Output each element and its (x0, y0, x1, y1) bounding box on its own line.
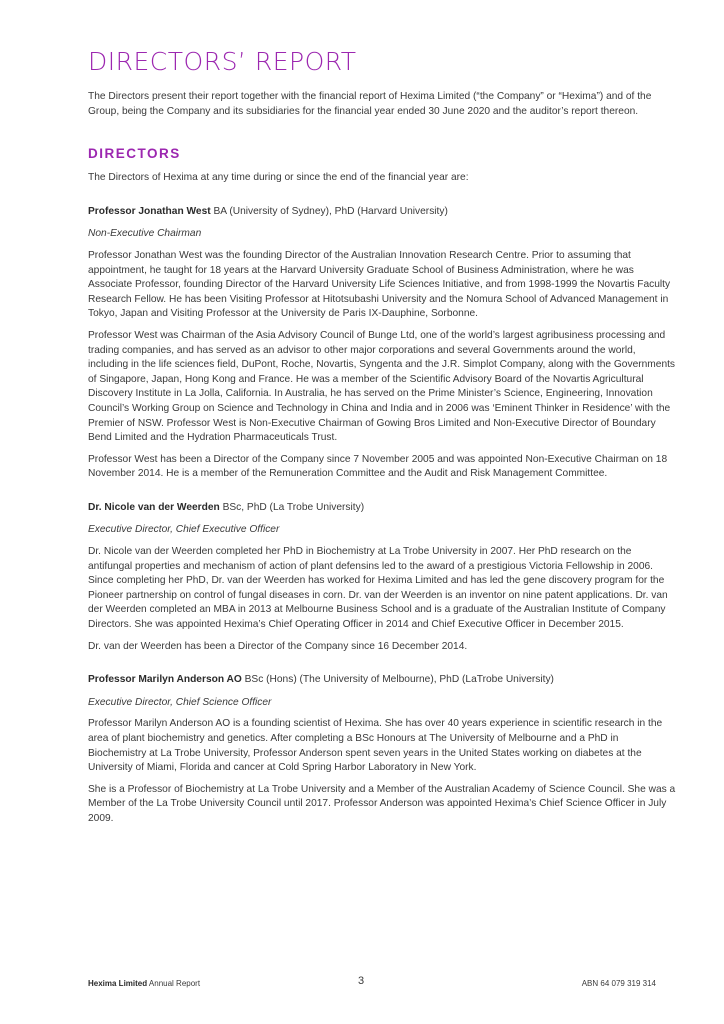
section-heading-directors: DIRECTORS (88, 146, 181, 162)
footer-company: Hexima Limited (88, 979, 148, 988)
director-bio-paragraph: Professor Marilyn Anderson AO is a founding scientist of Hexima. She has over 40 years experience in scientific research in the area of plant biochemistry and genetics. After completing a BSc Honours at The University of Melbourne and a PhD in Biochemistry at La Trobe University, Professor Anderson spent seven years in the United States working on diabetes at the University of Miami, Florida and cancer at Cold Spring Harbor Laboratory in New York. (88, 718, 663, 774)
intro-paragraph: The Directors present their report together with the financial report of Hexima Limited (“the Company” or “Hexima”) and of the Group, being the Company and its subsidiaries for the financial year ended 30 June 2020 and the auditor’s report thereon. (88, 91, 652, 117)
director-name: Professor Jonathan West (88, 205, 211, 217)
director-qualifications: BSc, PhD (La Trobe University) (219, 501, 365, 513)
footer-report-name (88, 977, 200, 991)
director-name: Professor Marilyn Anderson AO (88, 674, 242, 686)
director-role: Non-Executive Chairman (88, 228, 202, 240)
director-qualifications: BA (University of Sydney), PhD (Harvard University) (210, 205, 448, 217)
page-footer (88, 977, 656, 991)
directors-intro: The Directors of Hexima at any time during or since the end of the financial year are: (88, 172, 469, 184)
director-entry-anderson (88, 673, 678, 826)
director-entry-van-der-weerden (88, 501, 678, 654)
director-name: Dr. Nicole van der Weerden (88, 501, 220, 513)
director-name-line (88, 673, 678, 688)
footer-abn: ABN 64 079 319 314 (581, 979, 656, 988)
director-bio-paragraph: Professor West has been a Director of the Company since 7 November 2005 and was appointed Non-Executive Chairman on 18 November 2014. He is a member of the Remuneration Committee and the Audit and Risk Management Committee. (88, 453, 668, 480)
director-bio-paragraph: Professor Jonathan West was the founding Director of the Australian Innovation Research Centre. Prior to assuming that appointment, he taught for 18 years at the Harvard University Graduate School of Business Administration, where he was Associate Professor, founding Director of the Harvard University Life Sciences Initiative, and from 1998-1999 the Novartis Faculty Research Fellow. He has been Visiting Professor at Hitotsubashi University and the Nomura School of Advanced Management in Tokyo, Japan and Visiting Professor at the University de Paris IX-Dauphine, Sorbonne. (88, 249, 671, 320)
director-role: Executive Director, Chief Executive Officer (88, 524, 280, 536)
director-bio-paragraph: She is a Professor of Biochemistry at La Trobe University and a Member of the Australian Academy of Science Council. She was a Member of the La Trobe University Council until 2017. Professor Anderson was appointed Hexima’s Chief Science Officer in July 2009. (88, 783, 676, 824)
director-role: Executive Director, Chief Science Officer (88, 696, 272, 708)
director-bio-paragraph: Dr. van der Weerden has been a Director of the Company since 16 December 2014. (88, 640, 468, 652)
director-bio-paragraph: Dr. Nicole van der Weerden completed her PhD in Biochemistry at La Trobe University in 2007. Her PhD research on the antifungal properties and mechanism of action of plant defensins led to the award of a prestigious Victoria Fellowship in 2006. Since completing her PhD, Dr. van der Weerden has worked for Hexima Limited and has led the gene discovery program for the Pioneer partnership on control of fungal diseases in corn. Dr. van der Weerden is an inventor on nine patent applications. Dr. van der Weerden completed an MBA in 2013 at Melbourne Business School and is a graduate of the Australian Institute of Company Directors. She was appointed Hexima’s Chief Operating Officer in 2014 and Chief Executive Officer in December 2015. (88, 546, 668, 631)
page-number: 3 (358, 975, 365, 987)
report-page (88, 46, 678, 846)
director-name-line (88, 501, 678, 516)
director-qualifications: BSc (Hons) (The University of Melbourne), PhD (LaTrobe University) (241, 674, 554, 686)
page-title: DIRECTORS’ REPORT (88, 47, 357, 76)
director-entry-west (88, 205, 678, 482)
director-bio-paragraph: Professor West was Chairman of the Asia Advisory Council of Bunge Ltd, one of the world’s largest agribusiness processing and trading companies, and has served as an advisor to other major corporations and several Governments around the world, including in the life sciences field, DuPont, Roche, Novartis, Syngenta and the J.R. Simplot Company, along with the Governments of Singapore, Japan, Hong Kong and France. He was a member of the Scientific Advisory Board of the Novartis Agricultural Discovery Institute in La Jolla, California. In Australia, he has served on the Prime Minister’s Science, Engineering, Innovation Council’s Working Group on Science and Technology in China and India and in 2006 was ‘Eminent Thinker in Residence’ with the Premier of NSW. Professor West is Non-Executive Chairman of Gowing Bros Limited and Non-Executive Director of Boundary Bend Limited and the Hydration Pharmaceuticals Trust. (88, 329, 676, 444)
footer-report: Annual Report (147, 979, 201, 988)
director-name-line (88, 205, 678, 220)
